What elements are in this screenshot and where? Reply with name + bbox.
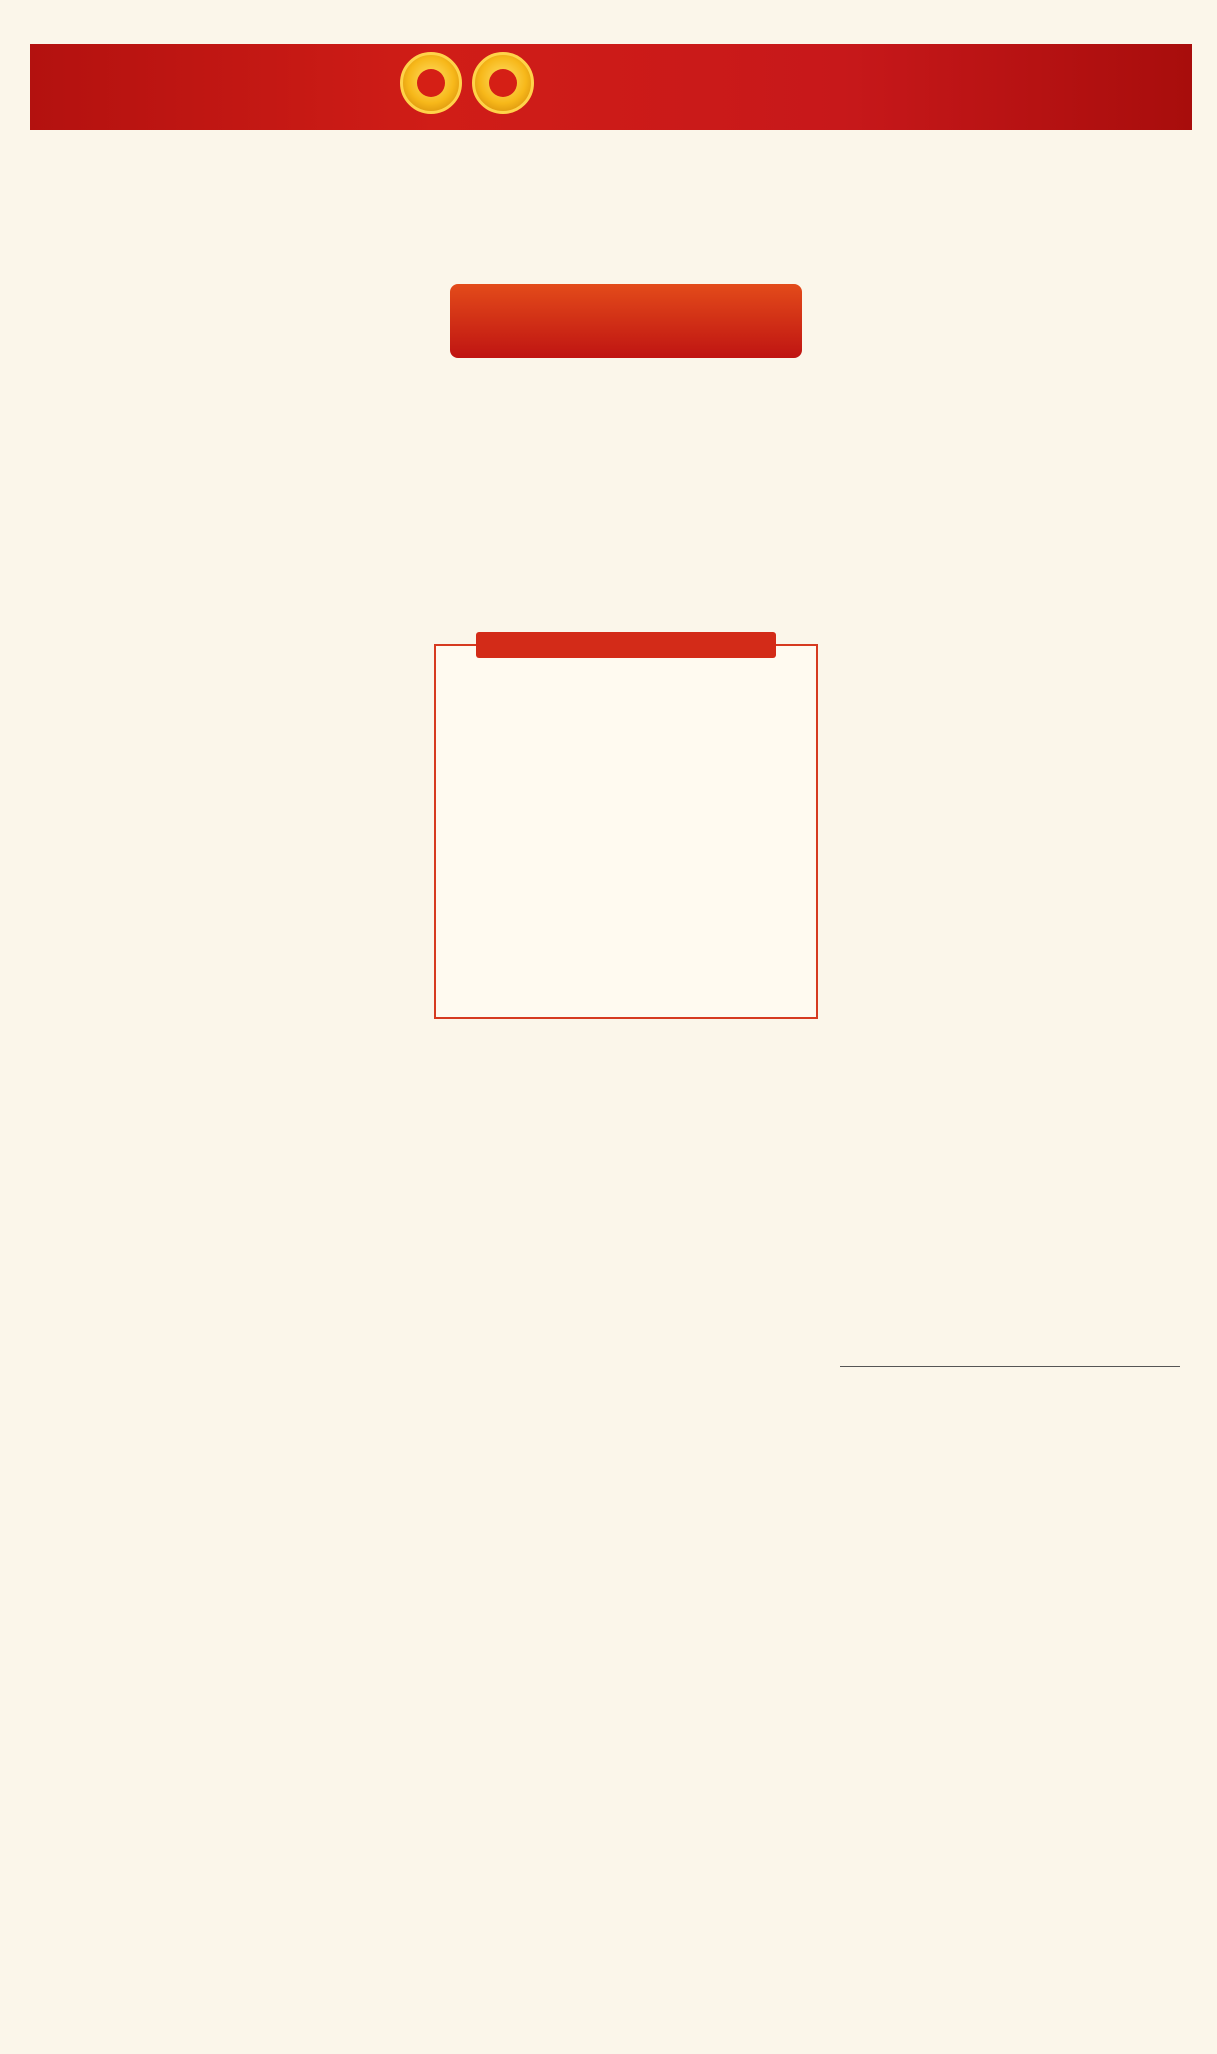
column-divider: [840, 1366, 1180, 1367]
center-panel: [430, 284, 822, 2044]
left-text-column: [30, 284, 418, 2034]
masthead: [30, 8, 1190, 38]
goals-title: [476, 632, 776, 658]
right-lower-text-column: [832, 1378, 1192, 2034]
section-banner: [30, 44, 1192, 130]
right-text-column: [832, 284, 1192, 1364]
general-requirements-header: [450, 284, 802, 358]
cppcc-emblem-icon: [472, 52, 534, 114]
goals-box: [434, 644, 818, 1019]
national-emblem-icon: [400, 52, 462, 114]
